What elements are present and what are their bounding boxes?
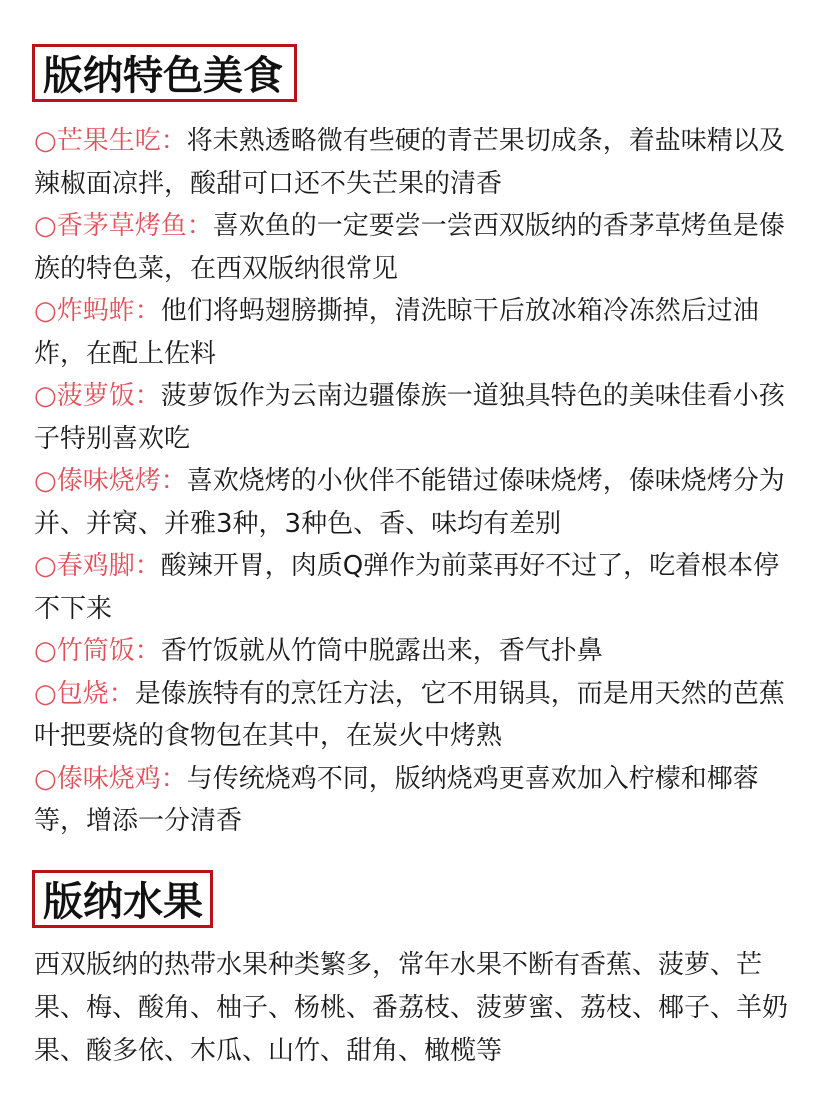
fruit-description: 西双版纳的热带水果种类繁多，常年水果不断有香蕉、菠萝、芒果、梅、酸角、柚子、杨桃、番荔枝、菠萝蜜、荔枝、椰子、羊奶果、酸多依、木瓜、山竹、甜角、橄榄等: [34, 950, 789, 1066]
food-name: 包烧: [56, 678, 109, 709]
food-description: 香竹饭就从竹筒中脱露出来，香气扑鼻: [160, 636, 603, 666]
circle-bullet-icon: ○: [34, 636, 57, 666]
list-item: [34, 630, 804, 673]
food-name: 炸蚂蚱: [56, 296, 135, 326]
food-description: 是傣族特有的烹饪方法，它不用锅具，而是用天然的芭蕉叶把要烧的食物包在其中，在炭火中烤熟: [34, 678, 785, 751]
list-item: [34, 290, 804, 375]
colon: ：: [134, 296, 161, 326]
colon: ：: [134, 636, 161, 666]
colon: ：: [160, 763, 187, 794]
circle-bullet-icon: ○: [34, 466, 57, 496]
food-name: 傣味烧鸡: [56, 763, 161, 794]
list-item: [34, 758, 804, 843]
food-name: 香茅草烤鱼: [56, 211, 187, 241]
food-name: 竹筒饭: [56, 636, 135, 666]
section-title-fruit: 版纳水果: [32, 870, 213, 928]
section-title-food: 版纳特色美食: [32, 44, 297, 102]
colon: ：: [134, 551, 161, 581]
food-description: 酸辣开胃，肉质Q弹作为前菜再好不过了，吃着根本停不下来: [34, 551, 780, 624]
circle-bullet-icon: ○: [34, 126, 57, 156]
list-item: [34, 460, 804, 545]
food-description: 将未熟透略微有些硬的青芒果切成条，着盐味精以及辣椒面凉拌，酸甜可口还不失芒果的清香: [34, 126, 785, 199]
food-description: 与传统烧鸡不同，版纳烧鸡更喜欢加入柠檬和椰蓉等，增添一分清香: [34, 763, 759, 836]
food-description: 他们将蚂翅膀撕掉，清洗晾干后放冰箱冷冻然后过油炸，在配上佐料: [34, 296, 759, 369]
colon: ：: [160, 126, 187, 156]
food-description: 菠萝饭作为云南边疆傣族一道独具特色的美味佳看小孩子特别喜欢吃: [34, 381, 785, 454]
circle-bullet-icon: ○: [34, 381, 57, 411]
circle-bullet-icon: ○: [34, 211, 57, 241]
colon: ：: [160, 466, 187, 496]
food-list: [34, 120, 804, 843]
circle-bullet-icon: ○: [34, 678, 57, 709]
colon: ：: [186, 211, 213, 241]
list-item: [34, 205, 804, 290]
food-description: 喜欢烧烤的小伙伴不能错过傣味烧烤，傣味烧烤分为并、并窝、并雅3种，3种色、香、味均有差别: [34, 466, 785, 539]
circle-bullet-icon: ○: [34, 551, 57, 581]
list-item: [34, 545, 804, 630]
food-name: 菠萝饭: [56, 381, 135, 411]
food-name: 芒果生吃: [56, 126, 161, 156]
list-item: [34, 120, 804, 205]
food-description: 喜欢鱼的一定要尝一尝西双版纳的香茅草烤鱼是傣族的特色菜，在西双版纳很常见: [34, 211, 785, 284]
food-name: 傣味烧烤: [56, 466, 161, 496]
circle-bullet-icon: ○: [34, 763, 57, 794]
list-item: [34, 375, 804, 460]
colon: ：: [108, 678, 135, 709]
food-name: 春鸡脚: [56, 551, 135, 581]
circle-bullet-icon: ○: [34, 296, 57, 326]
colon: ：: [134, 381, 161, 411]
list-item: [34, 673, 804, 758]
